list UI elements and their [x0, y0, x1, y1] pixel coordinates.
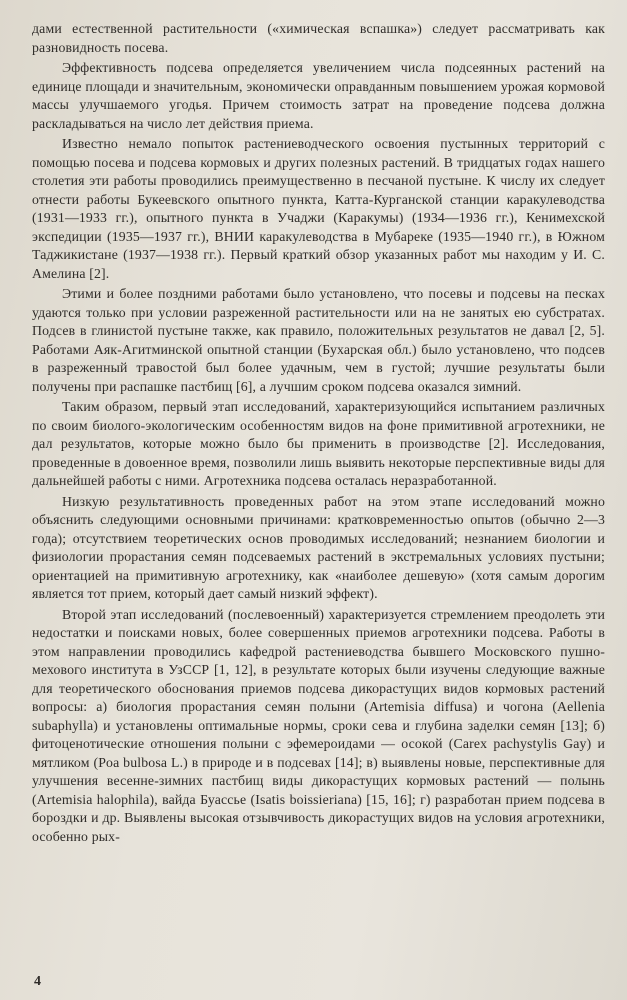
- paragraph-first-stage: Таким образом, первый этап исследований, характеризующийся испытанием различных по своим биолого-экологическим особенностям видов на фоне примитивной агротехники, не дал результатов, которые можно было бы применить в производстве [2]. Исследования, проведенные в довоенное время, позволили лишь выявить некоторые перспективные виды для дальнейшей работы с ними. Агротехника подсева осталась неразработанной.: [32, 399, 605, 488]
- page-text: [32, 20, 605, 848]
- paragraph-second-stage: Второй этап исследований (послевоенный) характеризуется стремлением преодолеть эти недостатки и поисками новых, более совершенных приемов агротехники подсева. Работы в этом направлении проводились кафедрой растениеводства бывшего Московского пушно-мехового института в УзССР [1, 12], в результате которых были изучены следующие важные для теоретического обоснования приемов подсева дикорастущих видов кормовых растений вопросы: а) биология прорастания семян полыни (Artemisia diffusa) и чогона (Aellenia subaphylla) и установлены оптимальные нормы, сроки сева и глубина заделки семян [13]; б) фитоценотические отношения полыни с эфемероидами — осокой (Carex pachystylis Gay) и мятликом (Poa bulbosa L.) в природе и в подсевах [14]; в) выявлены новые, перспективные для улучшения весенне-зимних пастбищ виды дикорастущих кормовых растений — полынь (Artemisia halophila), вайда Буассье (Isatis boissieriana) [15, 16]; г) разработан прием подсева в бороздки и др. Выявлены высокая отзывчивость дикорастущих видов на условия агротехники, особенно рых-: [32, 606, 605, 844]
- paragraph-effectiveness: Эффективность подсева определяется увеличением числа подсеянных растений на единице площади и значительным, экономически оправданным повышением урожая кормовой массы улучшаемого угодья. Причем стоимость затрат на проведение подсева должна раскладываться на число лет действия приема.: [32, 60, 605, 131]
- page-number: 4: [34, 974, 41, 989]
- paragraph-low-results: Низкую результативность проведенных работ на этом этапе исследований можно объяснить следующими основными причинами: кратковременностью опытов (обычно 2—3 года); отсутствием теоретических основ проводимых исследований; незнанием биологии и физиологии прорастания семян подсеваемых растений в экстремальных условиях пустыни; ориентацией на примитивную агротехнику, как «наиболее дешевую» (хотя самым дорогим является тот прием, который дает самый низкий эффект).: [32, 493, 605, 601]
- paragraph-continuation: дами естественной растительности («химическая вспашка») следует рассматривать как разновидность посева.: [32, 21, 605, 55]
- paragraph-history: Известно немало попыток растениеводческого освоения пустынных территорий с помощью посева и подсева кормовых и других полезных растений. В тридцатых годах нашего столетия эти работы проводились преимущественно в песчаной пустыне. К числу их следует отнести работы Букеевского опытного пункта, Катта-Курганской станции каракулеводства (1931—1933 гг.), опытного пункта в Учаджи (Каракумы) (1934—1936 гг.), Кенимехской экспедиции (1935—1937 гг.), ВНИИ каракулеводства в Мубареке (1935—1940 гг.), в Южном Таджикистане (1937—1938 гг.). Первый краткий обзор указанных работ мы находим у И. С. Амелина [2].: [32, 136, 605, 281]
- paragraph-findings: Этими и более поздними работами было установлено, что посевы и подсевы на песках удаются только при условии разреженной растительности или на не занятых ею субстратах. Подсев в глинистой пустыне также, как правило, положительных результатов не давал [2, 5]. Работами Аяк-Агитминской опытной станции (Бухарская обл.) было установлено, что подсев в разреженный травостой был более удачным, чем в густой; лучшие результаты были получены при распашке пастбищ [6], а лучшим сроком подсева оказался зимний.: [32, 286, 605, 394]
